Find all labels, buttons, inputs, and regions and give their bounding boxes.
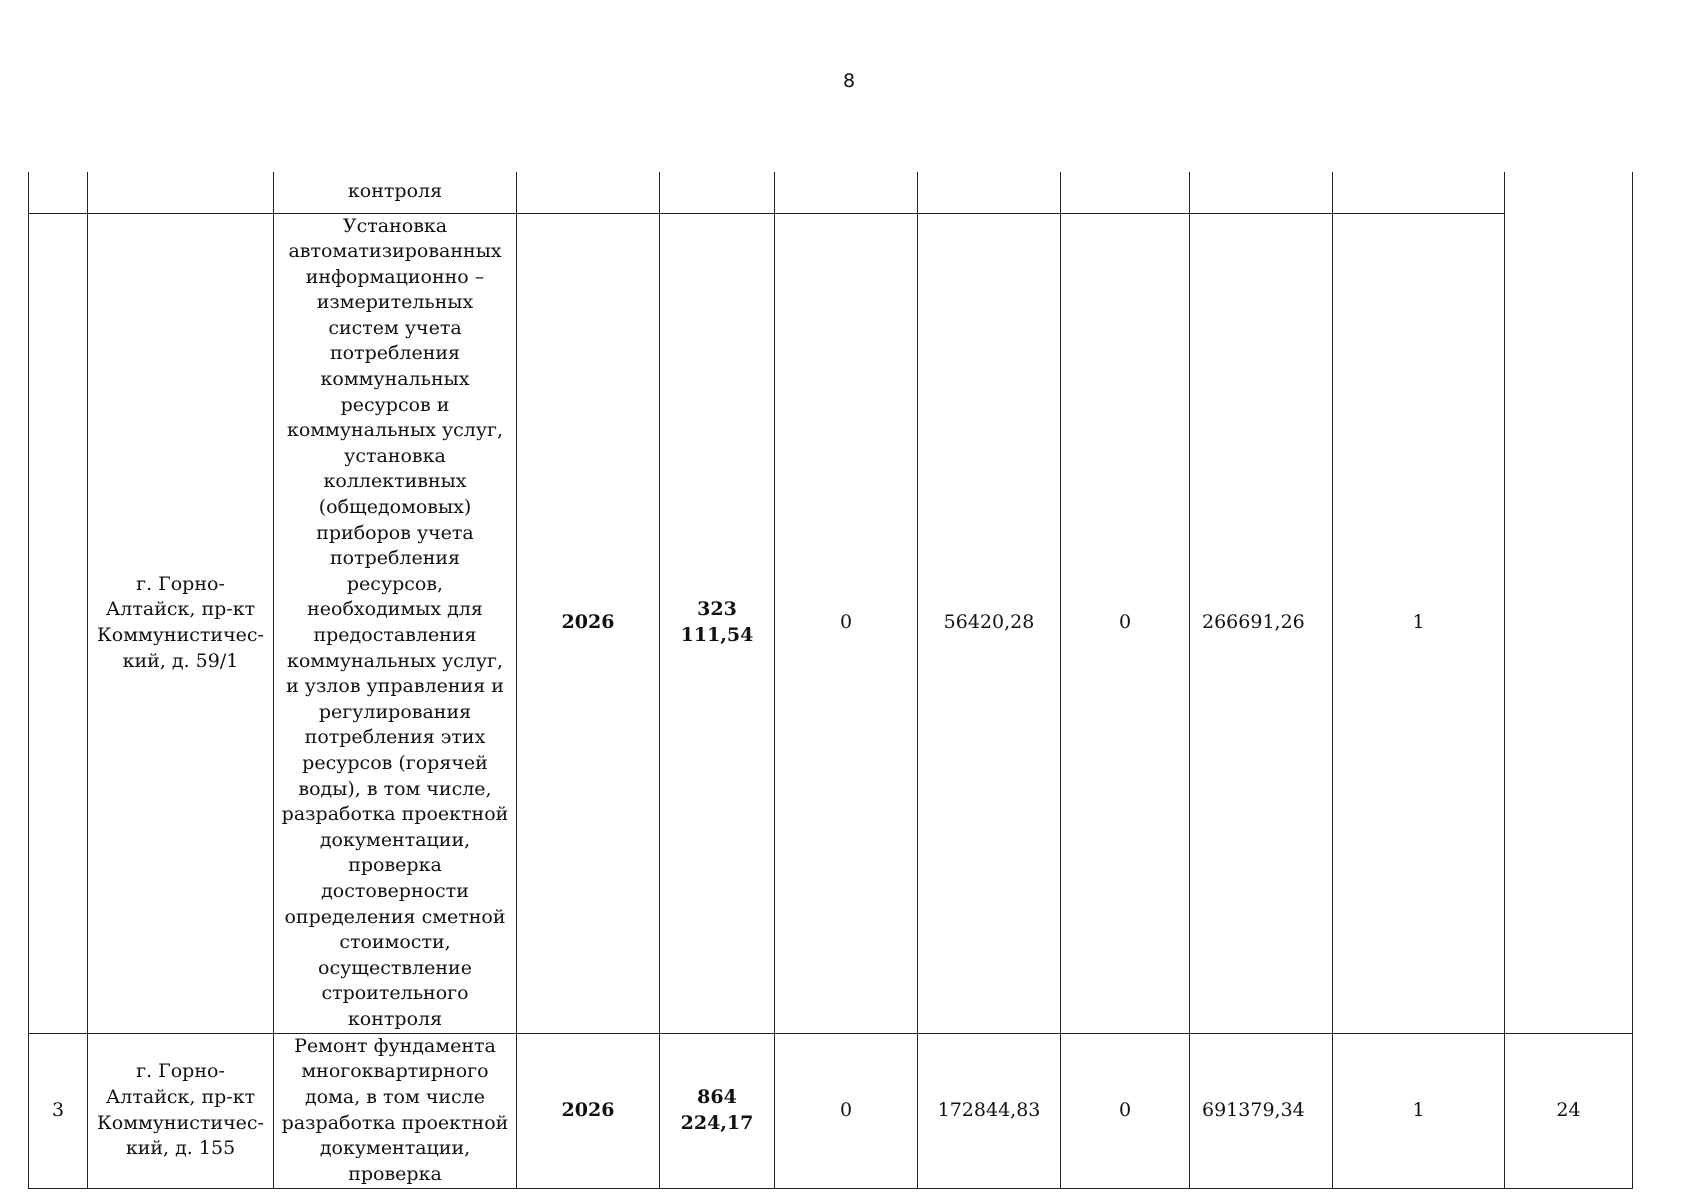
table-row <box>29 172 1633 213</box>
cell-description: Установка автоматизированных информационно – измерительных систем учета потребления коммунальных ресурсов и коммунальных услуг, установка коллективных (общедомовых) приборов учета потребления ресурсов, необходимых для предоставления коммунальных услуг, и узлов управления и регулирования потребления этих ресурсов (горячей воды), в том числе, разработка проектной документации, проверка достоверности определения сметной стоимости, осуществление строительного контроля <box>274 213 517 1033</box>
page-number: 8 <box>842 70 856 92</box>
table-row <box>29 213 1633 1033</box>
cell-count <box>1333 172 1505 213</box>
table-row <box>29 1033 1633 1188</box>
cell-year <box>517 172 660 213</box>
cell-number <box>29 213 88 1033</box>
cell-number <box>29 172 88 213</box>
cell-description: контроля <box>274 172 517 213</box>
cell-year: 2026 <box>517 1033 660 1188</box>
cell-region: 172844,83 <box>918 1033 1061 1188</box>
cell-address: г. Горно-Алтайск, пр-кт Коммунистичес-кий, д. 155 <box>88 1033 274 1188</box>
cell-total: 864 224,17 <box>660 1033 775 1188</box>
cell-owners: 691379,34 <box>1190 1033 1333 1188</box>
cell-number: 3 <box>29 1033 88 1188</box>
works-table <box>28 172 1633 1189</box>
cell-local <box>1061 172 1190 213</box>
cell-owners: 266691,26 <box>1190 213 1333 1033</box>
cell-count: 1 <box>1333 213 1505 1033</box>
cell-count: 1 <box>1333 1033 1505 1188</box>
cell-months <box>1505 172 1633 1033</box>
cell-total <box>660 172 775 213</box>
cell-address: г. Горно-Алтайск, пр-кт Коммунистичес-кий, д. 59/1 <box>88 213 274 1033</box>
cell-fund: 0 <box>775 213 918 1033</box>
cell-region: 56420,28 <box>918 213 1061 1033</box>
cell-months: 24 <box>1505 1033 1633 1188</box>
cell-local: 0 <box>1061 1033 1190 1188</box>
cell-address <box>88 172 274 213</box>
cell-description: Ремонт фундамента многоквартирного дома, в том числе разработка проектной документации, проверка <box>274 1033 517 1188</box>
cell-total: 323 111,54 <box>660 213 775 1033</box>
cell-region <box>918 172 1061 213</box>
cell-year: 2026 <box>517 213 660 1033</box>
cell-local: 0 <box>1061 213 1190 1033</box>
cell-fund: 0 <box>775 1033 918 1188</box>
cell-owners <box>1190 172 1333 213</box>
cell-fund <box>775 172 918 213</box>
